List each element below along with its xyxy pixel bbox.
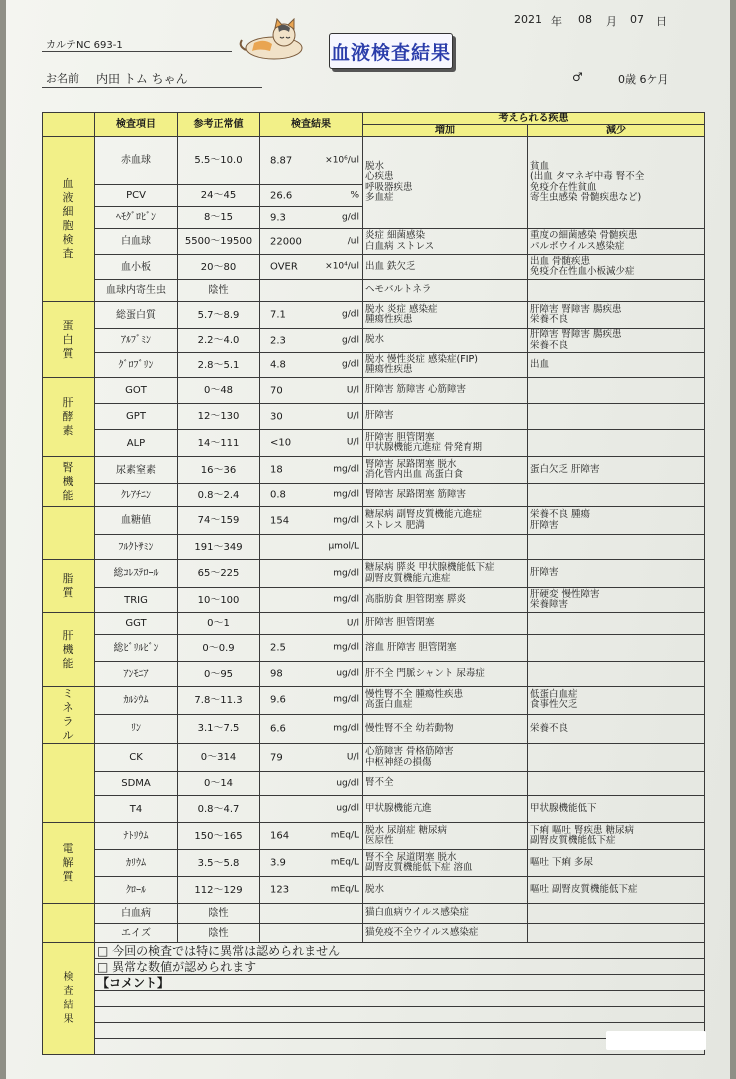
table-row xyxy=(43,280,705,302)
item-name: ｸﾛｰﾙ xyxy=(95,877,178,904)
result-value: 70 xyxy=(270,385,283,396)
section-label: 蛋 白 質 xyxy=(43,302,95,378)
increase-diseases: 脱水 心疾患 呼吸器疾患 多血症 xyxy=(363,137,528,229)
reference-range: 12〜130 xyxy=(178,404,260,430)
decrease-diseases: 嘔吐 下痢 多尿 xyxy=(528,850,705,877)
col-increase-header: 増加 xyxy=(363,125,528,137)
result-value: 26.6 xyxy=(270,190,293,201)
date-day-unit: 日 xyxy=(656,15,667,28)
section-label: 肝 酵 素 xyxy=(43,378,95,457)
increase-diseases: 慢性腎不全 幼若動物 xyxy=(363,714,528,743)
table-row xyxy=(43,588,705,613)
comment-label: 【コメント】 xyxy=(95,975,705,991)
reference-range: 5500〜19500 xyxy=(178,229,260,255)
reference-range: 10〜100 xyxy=(178,588,260,613)
reference-range: 3.1〜7.5 xyxy=(178,714,260,743)
result-cell xyxy=(260,353,363,378)
item-name: ｶﾘｳﾑ xyxy=(95,850,178,877)
decrease-diseases xyxy=(528,772,705,796)
table-row xyxy=(43,457,705,484)
decrease-diseases: 貧血 (出血 タマネギ中毒 腎不全 免疫介在性貧血 寄生虫感染 骨髄疾患など) xyxy=(528,137,705,229)
col-ref-header: 参考正常値 xyxy=(178,113,260,137)
decrease-diseases: 肝障害 腎障害 腸疾患 栄養不良 xyxy=(528,329,705,353)
result-value: 30 xyxy=(270,411,283,422)
result-value: 2.3 xyxy=(270,335,286,346)
result-cell xyxy=(260,535,363,560)
reference-range: 74〜159 xyxy=(178,507,260,535)
decrease-diseases xyxy=(528,280,705,302)
reference-range: 8〜15 xyxy=(178,207,260,229)
increase-diseases: 脱水 尿崩症 糖尿病 医原性 xyxy=(363,823,528,850)
reference-range: 2.8〜5.1 xyxy=(178,353,260,378)
name-label: お名前 xyxy=(46,72,79,85)
item-name: T4 xyxy=(95,796,178,823)
section-label xyxy=(43,744,95,823)
increase-diseases: 腎障害 尿路閉塞 筋障害 xyxy=(363,484,528,507)
increase-diseases: 猫免疫不全ウイルス感染症 xyxy=(363,924,528,943)
table-row xyxy=(43,229,705,255)
table-row xyxy=(43,850,705,877)
result-value: 164 xyxy=(270,830,290,842)
increase-diseases: 脱水 慢性炎症 感染症(FIP) 腫瘍性疾患 xyxy=(363,353,528,378)
increase-diseases: 肝障害 筋障害 心筋障害 xyxy=(363,378,528,404)
result-cell xyxy=(260,255,363,280)
decrease-diseases xyxy=(528,904,705,924)
result-unit: U/l xyxy=(346,385,359,395)
decrease-diseases xyxy=(528,404,705,430)
table-row xyxy=(43,714,705,743)
increase-diseases: 炎症 細菌感染 白血病 ストレス xyxy=(363,229,528,255)
col-decrease-header: 減少 xyxy=(528,125,705,137)
reference-range: 2.2〜4.0 xyxy=(178,329,260,353)
item-name: SDMA xyxy=(95,772,178,796)
result-cell xyxy=(260,823,363,850)
item-name: ﾘﾝ xyxy=(95,714,178,743)
date-month: 08 xyxy=(578,13,592,26)
decrease-diseases xyxy=(528,535,705,560)
result-value: 7.1 xyxy=(270,309,286,321)
table-row xyxy=(43,687,705,715)
table-row xyxy=(43,535,705,560)
result-value: 2.5 xyxy=(270,642,286,654)
reference-range: 0.8〜2.4 xyxy=(178,484,260,507)
result-unit: ug/dl xyxy=(336,803,359,814)
date-day: 07 xyxy=(630,13,644,26)
result-unit: mEq/L xyxy=(330,857,359,868)
item-name: 白血病 xyxy=(95,904,178,924)
result-cell xyxy=(260,904,363,924)
table-row xyxy=(43,877,705,904)
increase-diseases: 糖尿病 膵炎 甲状腺機能低下症 副腎皮質機能亢進症 xyxy=(363,560,528,588)
increase-diseases: 腎不全 尿道閉塞 脱水 副腎皮質機能低下症 溶血 xyxy=(363,850,528,877)
section-label: ミ ネ ラ ル xyxy=(43,687,95,744)
reference-range: 5.5〜10.0 xyxy=(178,137,260,185)
increase-diseases: 肝不全 門脈シャント 尿毒症 xyxy=(363,662,528,687)
result-cell xyxy=(260,714,363,743)
comment-line xyxy=(43,1007,705,1023)
decrease-diseases: 甲状腺機能低下 xyxy=(528,796,705,823)
item-name: 血小板 xyxy=(95,255,178,280)
result-cell xyxy=(260,744,363,772)
reference-range: 陰性 xyxy=(178,904,260,924)
result-cell xyxy=(260,687,363,715)
section-label: 肝 機 能 xyxy=(43,613,95,687)
reference-range: 0〜0.9 xyxy=(178,635,260,662)
result-value: 98 xyxy=(270,668,283,680)
report-sheet xyxy=(6,0,730,1079)
item-name: ﾌﾙｸﾄｻﾐﾝ xyxy=(95,535,178,560)
redaction-patch xyxy=(606,1031,706,1050)
decrease-diseases xyxy=(528,613,705,635)
item-name: TRIG xyxy=(95,588,178,613)
result-cell xyxy=(260,507,363,535)
result-unit: U/l xyxy=(346,752,359,762)
increase-diseases: ヘモバルトネラ xyxy=(363,280,528,302)
result-unit: ug/dl xyxy=(336,668,359,679)
reference-range: 0〜314 xyxy=(178,744,260,772)
reference-range: 陰性 xyxy=(178,280,260,302)
increase-diseases: 高脂肪食 胆管閉塞 膵炎 xyxy=(363,588,528,613)
item-name: ﾅﾄﾘｳﾑ xyxy=(95,823,178,850)
reference-range: 20〜80 xyxy=(178,255,260,280)
summary-row xyxy=(43,943,705,959)
item-name: GOT xyxy=(95,378,178,404)
comment-field[interactable] xyxy=(95,991,705,1007)
decrease-diseases: 肝障害 腎障害 腸疾患 栄養不良 xyxy=(528,302,705,329)
table-row xyxy=(43,823,705,850)
date-year: 2021 xyxy=(514,13,542,26)
reference-range: 24〜45 xyxy=(178,185,260,207)
result-cell xyxy=(260,613,363,635)
result-unit: mg/dl xyxy=(333,642,359,653)
sex-symbol: ♂ xyxy=(572,70,583,84)
result-value: 4.8 xyxy=(270,359,286,371)
increase-diseases: 腎障害 尿路閉塞 脱水 消化管内出血 高蛋白食 xyxy=(363,457,528,484)
table-row xyxy=(43,662,705,687)
decrease-diseases xyxy=(528,484,705,507)
table-row xyxy=(43,507,705,535)
increase-diseases: 慢性腎不全 腫瘍性疾患 高蛋白血症 xyxy=(363,687,528,715)
result-unit: mg/dl xyxy=(333,723,359,734)
result-cell xyxy=(260,137,363,185)
item-name: GPT xyxy=(95,404,178,430)
item-name: 赤血球 xyxy=(95,137,178,185)
result-value: 9.6 xyxy=(270,694,286,706)
item-name: 尿素窒素 xyxy=(95,457,178,484)
chart-no-line xyxy=(42,51,232,52)
result-unit: % xyxy=(350,190,359,200)
result-cell xyxy=(260,662,363,687)
reference-range: 14〜111 xyxy=(178,430,260,457)
table-row xyxy=(43,353,705,378)
decrease-diseases: 肝障害 xyxy=(528,560,705,588)
reference-range: 0〜95 xyxy=(178,662,260,687)
result-unit: μmol/L xyxy=(328,541,359,552)
item-name: GGT xyxy=(95,613,178,635)
result-unit: /ul xyxy=(347,236,359,246)
result-cell xyxy=(260,404,363,430)
col-result-header: 検査結果 xyxy=(260,113,363,137)
date-month-unit: 月 xyxy=(606,15,617,28)
table-row xyxy=(43,329,705,353)
decrease-diseases xyxy=(528,744,705,772)
result-cell xyxy=(260,588,363,613)
decrease-diseases xyxy=(528,924,705,943)
result-unit: g/dl xyxy=(342,212,359,222)
reference-range: 0〜48 xyxy=(178,378,260,404)
item-name: 血球内寄生虫 xyxy=(95,280,178,302)
result-value: 0.8 xyxy=(270,489,286,501)
result-value: OVER xyxy=(270,261,298,273)
result-cell xyxy=(260,378,363,404)
section-label: 電 解 質 xyxy=(43,823,95,904)
table-row xyxy=(43,137,705,185)
increase-diseases: 脱水 xyxy=(363,329,528,353)
result-value: 154 xyxy=(270,515,290,526)
table-row xyxy=(43,302,705,329)
result-cell xyxy=(260,635,363,662)
result-cell xyxy=(260,430,363,457)
comment-line xyxy=(43,991,705,1007)
result-cell xyxy=(260,302,363,329)
date-year-unit: 年 xyxy=(551,15,562,28)
result-unit: mEq/L xyxy=(330,830,359,841)
result-unit: mg/dl xyxy=(333,694,359,705)
result-value: 6.6 xyxy=(270,723,286,735)
summary-row xyxy=(43,959,705,975)
result-unit: ×10⁶/ul xyxy=(325,155,359,165)
name-line xyxy=(42,87,262,88)
result-value: 79 xyxy=(270,752,283,763)
result-unit: mg/dl xyxy=(333,489,359,500)
increase-diseases xyxy=(363,535,528,560)
result-cell xyxy=(260,484,363,507)
reference-range: 65〜225 xyxy=(178,560,260,588)
increase-diseases: 脱水 炎症 感染症 腫瘍性疾患 xyxy=(363,302,528,329)
result-unit: mg/dl xyxy=(333,594,359,605)
table-row xyxy=(43,744,705,772)
reference-range: 112〜129 xyxy=(178,877,260,904)
result-cell xyxy=(260,772,363,796)
result-unit: U/l xyxy=(346,618,359,628)
result-cell xyxy=(260,560,363,588)
section-label: 脂 質 xyxy=(43,560,95,613)
increase-diseases: 脱水 xyxy=(363,877,528,904)
summary-section-label: 検 査 結 果 xyxy=(43,943,95,1055)
table-row xyxy=(43,904,705,924)
results-table xyxy=(42,112,705,1055)
result-value: 22000 xyxy=(270,236,302,247)
patient-name: 内田 トム ちゃん xyxy=(96,72,188,86)
blank-header-cell xyxy=(43,113,95,137)
col-item-header: 検査項目 xyxy=(95,113,178,137)
reference-range: 0〜1 xyxy=(178,613,260,635)
reference-range: 150〜165 xyxy=(178,823,260,850)
result-cell xyxy=(260,877,363,904)
section-label xyxy=(43,507,95,560)
decrease-diseases: 下痢 嘔吐 腎疾患 糖尿病 副腎皮質機能低下症 xyxy=(528,823,705,850)
table-row xyxy=(43,924,705,943)
table-row xyxy=(43,484,705,507)
item-name: 総蛋白質 xyxy=(95,302,178,329)
result-value: 8.87 xyxy=(270,155,293,166)
comment-field[interactable] xyxy=(95,1007,705,1023)
increase-diseases: 出血 鉄欠乏 xyxy=(363,255,528,280)
reference-range: 7.8〜11.3 xyxy=(178,687,260,715)
result-cell xyxy=(260,850,363,877)
decrease-diseases: 低蛋白血症 食事性欠乏 xyxy=(528,687,705,715)
result-unit: ug/dl xyxy=(336,778,359,788)
table-row xyxy=(43,635,705,662)
item-name: 血糖値 xyxy=(95,507,178,535)
decrease-diseases xyxy=(528,662,705,687)
table-row xyxy=(43,796,705,823)
section-label xyxy=(43,904,95,943)
result-cell xyxy=(260,924,363,943)
increase-diseases: 溶血 肝障害 胆管閉塞 xyxy=(363,635,528,662)
decrease-diseases xyxy=(528,635,705,662)
result-value: <10 xyxy=(270,437,292,449)
result-cell xyxy=(260,229,363,255)
reference-range: 191〜349 xyxy=(178,535,260,560)
table-row xyxy=(43,378,705,404)
item-name: ｸﾚｱﾁﾆﾝ xyxy=(95,484,178,507)
decrease-diseases: 出血 骨髄疾患 免疫介在性血小板減少症 xyxy=(528,255,705,280)
result-unit: mEq/L xyxy=(330,884,359,895)
result-unit: mg/dl xyxy=(333,515,359,525)
item-name: ｶﾙｼｳﾑ xyxy=(95,687,178,715)
result-unit: g/dl xyxy=(342,335,359,345)
cat-illustration-icon xyxy=(234,18,306,60)
result-unit: U/l xyxy=(346,437,359,448)
decrease-diseases: 嘔吐 副腎皮質機能低下症 xyxy=(528,877,705,904)
item-name: ｱﾝﾓﾆｱ xyxy=(95,662,178,687)
chart-number: カルテNC 693-1 xyxy=(46,40,123,51)
result-value: 9.3 xyxy=(270,212,286,223)
item-name: ﾍﾓｸﾞﾛﾋﾞﾝ xyxy=(95,207,178,229)
decrease-diseases: 蛋白欠乏 肝障害 xyxy=(528,457,705,484)
result-cell xyxy=(260,457,363,484)
decrease-diseases: 栄養不良 腫瘍 肝障害 xyxy=(528,507,705,535)
table-row xyxy=(43,613,705,635)
result-value: 123 xyxy=(270,884,290,896)
table-row xyxy=(43,404,705,430)
item-name: ALP xyxy=(95,430,178,457)
increase-diseases: 腎不全 xyxy=(363,772,528,796)
item-name: 総ｺﾚｽﾃﾛｰﾙ xyxy=(95,560,178,588)
result-unit: g/dl xyxy=(342,359,359,370)
item-name: ｸﾞﾛﾌﾞﾘﾝ xyxy=(95,353,178,378)
increase-diseases: 肝障害 胆管閉塞 xyxy=(363,613,528,635)
reference-range: 陰性 xyxy=(178,924,260,943)
item-name: 総ﾋﾞﾘﾙﾋﾞﾝ xyxy=(95,635,178,662)
result-cell xyxy=(260,185,363,207)
section-label: 血 液 細 胞 検 査 xyxy=(43,137,95,302)
result-unit: mg/dl xyxy=(333,568,359,578)
item-name: CK xyxy=(95,744,178,772)
decrease-diseases xyxy=(528,378,705,404)
decrease-diseases: 肝硬変 慢性障害 栄養障害 xyxy=(528,588,705,613)
result-cell xyxy=(260,207,363,229)
item-name: 白血球 xyxy=(95,229,178,255)
item-name: エイズ xyxy=(95,924,178,943)
table-row xyxy=(43,430,705,457)
results-body xyxy=(43,113,705,1055)
patient-age: 0歳 6ケ月 xyxy=(618,73,669,86)
result-unit: U/l xyxy=(346,411,359,421)
summary-row xyxy=(43,975,705,991)
reference-range: 5.7〜8.9 xyxy=(178,302,260,329)
increase-diseases: 肝障害 xyxy=(363,404,528,430)
increase-diseases: 猫白血病ウイルス感染症 xyxy=(363,904,528,924)
increase-diseases: 糖尿病 副腎皮質機能亢進症 ストレス 肥満 xyxy=(363,507,528,535)
reference-range: 3.5〜5.8 xyxy=(178,850,260,877)
decrease-diseases: 出血 xyxy=(528,353,705,378)
abnormal-values-checkbox[interactable]: □ 異常な数値が認められます xyxy=(95,959,705,975)
increase-diseases: 肝障害 胆管閉塞 甲状腺機能亢進症 骨発育期 xyxy=(363,430,528,457)
title-box xyxy=(329,33,453,69)
increase-diseases: 心筋障害 骨格筋障害 中枢神経の損傷 xyxy=(363,744,528,772)
report-title: 血液検査結果 xyxy=(330,41,451,64)
decrease-diseases: 栄養不良 xyxy=(528,714,705,743)
header-row-1 xyxy=(43,113,705,125)
table-row xyxy=(43,255,705,280)
result-unit: ×10⁴/ul xyxy=(325,261,359,272)
reference-range: 0〜14 xyxy=(178,772,260,796)
result-unit: g/dl xyxy=(342,309,359,320)
table-row xyxy=(43,772,705,796)
result-cell xyxy=(260,329,363,353)
reference-range: 0.8〜4.7 xyxy=(178,796,260,823)
section-label: 腎 機 能 xyxy=(43,457,95,507)
result-value: 3.9 xyxy=(270,857,286,869)
col-disease-header: 考えられる疾患 xyxy=(363,113,705,125)
decrease-diseases xyxy=(528,430,705,457)
item-name: ｱﾙﾌﾞﾐﾝ xyxy=(95,329,178,353)
reference-range: 16〜36 xyxy=(178,457,260,484)
item-name: PCV xyxy=(95,185,178,207)
result-cell xyxy=(260,280,363,302)
result-cell xyxy=(260,796,363,823)
decrease-diseases: 重度の細菌感染 骨髄疾患 パルボウイルス感染症 xyxy=(528,229,705,255)
result-value: 18 xyxy=(270,464,283,476)
result-unit: mg/dl xyxy=(333,464,359,475)
increase-diseases: 甲状腺機能亢進 xyxy=(363,796,528,823)
no-abnormality-checkbox[interactable]: □ 今回の検査では特に異常は認められません xyxy=(95,943,705,959)
table-row xyxy=(43,560,705,588)
